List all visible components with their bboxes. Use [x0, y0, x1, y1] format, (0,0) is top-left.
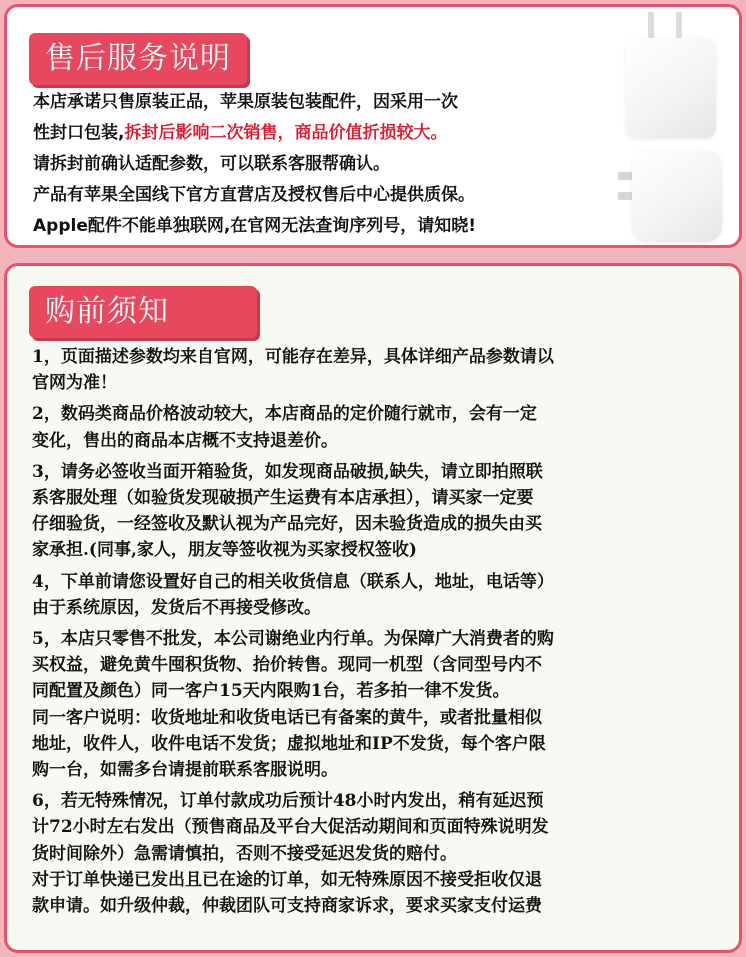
- notice-line: 同一客户说明：收货地址和收货电话已有备案的黄牛，或者批量相似: [32, 707, 542, 728]
- notice-line: 款申请。如升级仲裁，仲裁团队可支持商家诉求，要求买家支付运费: [32, 896, 542, 917]
- service-line: 产品有苹果全国线下官方直营店及授权售后中心提供质保。: [33, 185, 475, 205]
- notice-line: 货时间除外）急需请慎拍，否则不接受延迟发货的赔付。: [32, 843, 457, 864]
- charger-icon: [626, 38, 716, 138]
- service-line: 请拆封前确认适配参数，可以联系客服帮确认。: [33, 154, 390, 174]
- service-title: 售后服务说明: [29, 33, 247, 85]
- notice-line: 购一台，如需多台请提前联系客服说明。: [32, 760, 338, 781]
- notice-line: 计72小时左右发出（预售商品及平台大促活动期间和页面特殊说明发: [32, 817, 549, 838]
- service-line: 本店承诺只售原装正品，苹果原装包装配件，因采用一次: [33, 92, 458, 112]
- charger-icon: [632, 150, 722, 242]
- notice-line: 对于订单快递已发出且已在途的订单，如无特殊原因不接受拒收仅退: [32, 869, 542, 890]
- service-text: [33, 87, 476, 242]
- notice-text: [32, 344, 722, 919]
- notice-line: 买权益，避免黄牛囤积货物、抬价转售。现同一机型（含同型号内不: [32, 655, 542, 676]
- service-line: Apple配件不能单独联网,在官网无法查询序列号，请知晓!: [33, 216, 477, 236]
- notice-line: 由于系统原因，发货后不再接受修改。: [32, 597, 321, 618]
- notice-title: 购前须知: [29, 286, 257, 338]
- notice-line: 同配置及颜色）同一客户15天内限购1台，若多拍一律不发货。: [32, 681, 510, 702]
- notice-line: 官网为准！: [32, 373, 117, 394]
- service-line-text: 性封口包装,: [33, 123, 125, 143]
- notice-line: 1，页面描述参数均来自官网，可能存在差异，具体详细产品参数请以: [32, 347, 554, 367]
- notice-line: 仔细验货，一经签收及默认视为产品完好，因未验货造成的损失由买: [32, 514, 542, 535]
- service-warning: 拆封后影响二次销售，商品价值折损较大。: [124, 123, 448, 143]
- notice-line: 系客服处理（如验货发现破损产生运费有本店承担），请买家一定要: [32, 488, 534, 509]
- notice-line: 2，数码类商品价格波动较大，本店商品的定价随行就市，会有一定: [32, 404, 537, 425]
- notice-line: 变化，售出的商品本店概不支持退差价。: [32, 430, 338, 451]
- charger-icon: [676, 12, 682, 38]
- notice-line: 6，若无特殊情况，订单付款成功后预计48小时内发出，稍有延迟预: [32, 791, 544, 812]
- charger-icon: [648, 12, 654, 38]
- service-line: [33, 118, 476, 149]
- notice-line: 4，下单前请您设置好自己的相关收货信息（联系人，地址，电话等）: [32, 571, 554, 592]
- notice-line: 3，请务必签收当面开箱验货，如发现商品破损,缺失，请立即拍照联: [32, 461, 543, 482]
- notice-panel: [4, 263, 742, 953]
- notice-line: 5，本店只零售不批发，本公司谢绝业内行单。为保障广大消费者的购: [32, 629, 554, 650]
- notice-line: 地址，收件人，收件电话不发货；虚拟地址和IP不发货，每个客户限: [32, 733, 546, 754]
- notice-line: 家承担.(同事,家人，朋友等签收视为买家授权签收): [32, 540, 417, 561]
